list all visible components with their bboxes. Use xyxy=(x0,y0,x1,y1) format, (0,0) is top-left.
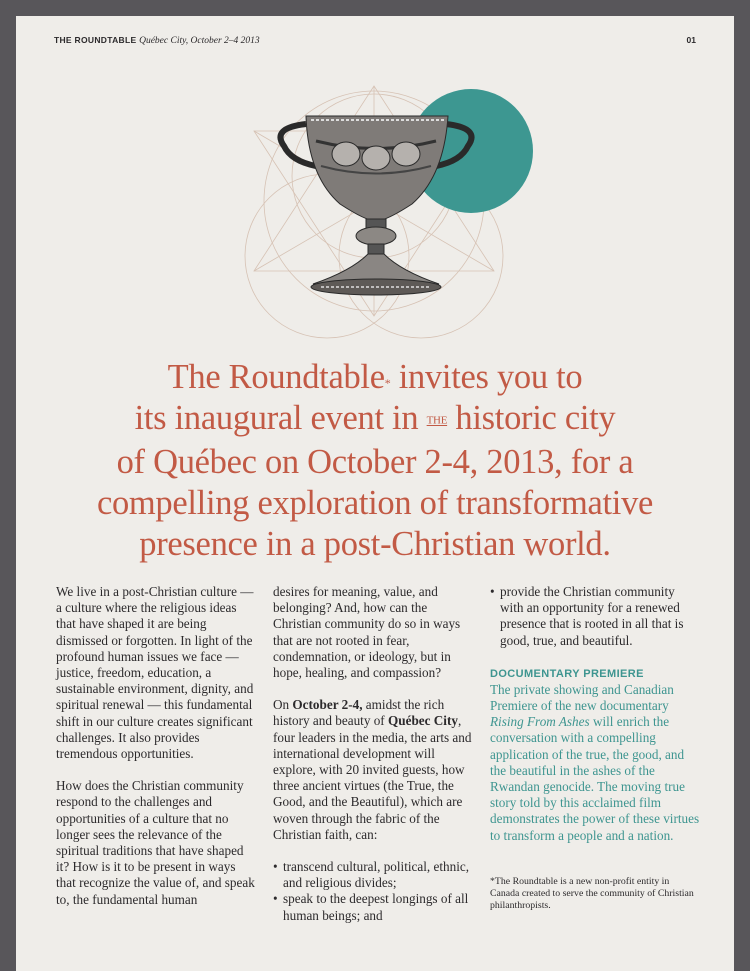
headline-line-2 xyxy=(36,398,714,442)
paragraph: We live in a post-Christian culture — a culture where the religious ideas that have shaped it are being dismissed or forgotten. In light of the profound human issues we face — justice, freedom, education, a sustainable environment, dignity, and spiritual renewal — this fundamental shift in our culture creates significant challenges. It also provides tremendous opportunities. xyxy=(56,584,254,762)
headline-line-5: presence in a post-Christian world. xyxy=(139,524,611,563)
page xyxy=(16,16,734,971)
paragraph xyxy=(273,697,473,843)
documentary-paragraph xyxy=(490,682,700,844)
headline-text: its inaugural event in xyxy=(134,399,427,437)
chalice-illustration xyxy=(16,16,734,346)
section-heading: DOCUMENTARY PREMIERE xyxy=(490,667,644,680)
text: On xyxy=(273,697,293,713)
list-item: • transcend cultural, political, ethnic, and religious divides; xyxy=(273,859,473,891)
page-number: 01 xyxy=(686,35,696,45)
column-2 xyxy=(273,584,473,924)
text: will enrich the conversation with a compelling application of the true, the good, and the beautiful in the ashes of the Rwandan genocide. The moving true story told by this acclaimed film demonstrates the power of these virtues to transform a people and a nation. xyxy=(490,714,700,843)
headline-line-1 xyxy=(36,357,714,398)
film-title: Rising From Ashes xyxy=(490,714,590,730)
event-detail: Québec City, October 2–4 2013 xyxy=(139,36,260,46)
list-item: • speak to the deepest longings of all human beings; and xyxy=(273,891,473,923)
text: , four leaders in the media, the arts and international development will explore, with 20 invited guests, how three ancient virtues (the True, the Good, and the Beautiful), which are woven through the fabric of the Christian faith, can: xyxy=(273,713,472,842)
event-date: October 2-4, xyxy=(292,697,363,713)
event-city: Québec City xyxy=(388,713,458,729)
column-1 xyxy=(56,584,256,924)
bullet-list xyxy=(490,584,700,649)
list-item: • provide the Christian community with an opportunity for a renewed presence that is rooted in all that is good, true, and beautiful. xyxy=(490,584,700,649)
headline-brand: The Roundtable xyxy=(167,358,385,396)
paragraph: desires for meaning, value, and belonging? And, how can the Christian community do so in ways that are not rooted in fear, condemnation, or ideology, but in hope, healing, and compassion? xyxy=(273,584,461,681)
headline-text: invites you to xyxy=(390,358,583,396)
paragraph: How does the Christian community respond to the challenges and opportunities of a culture that no longer sees the relevance of the spiritual traditions that have shaped it? How is it to be present in ways that recognize the value of, and speak to, the fundamental human xyxy=(56,778,255,907)
headline xyxy=(36,357,714,565)
headline-line-3: of Québec on October 2-4, 2013, for a xyxy=(116,442,634,481)
footnote: *The Roundtable is a new non-profit entity in Canada created to serve the community of Christian philanthropists. xyxy=(490,875,694,911)
headline-text: historic city xyxy=(447,399,616,437)
bullet-list xyxy=(273,859,473,924)
headline-the-mark: THE xyxy=(426,414,448,427)
text: amidst the rich history and beauty of xyxy=(273,697,445,729)
headline-line-4: compelling exploration of transformative xyxy=(96,483,654,522)
text: The private showing and Canadian Premiere of the new documentary xyxy=(490,681,674,714)
brand-name: THE ROUNDTABLE xyxy=(54,35,137,45)
column-3 xyxy=(490,584,700,912)
footnote-mark: * xyxy=(384,376,391,390)
